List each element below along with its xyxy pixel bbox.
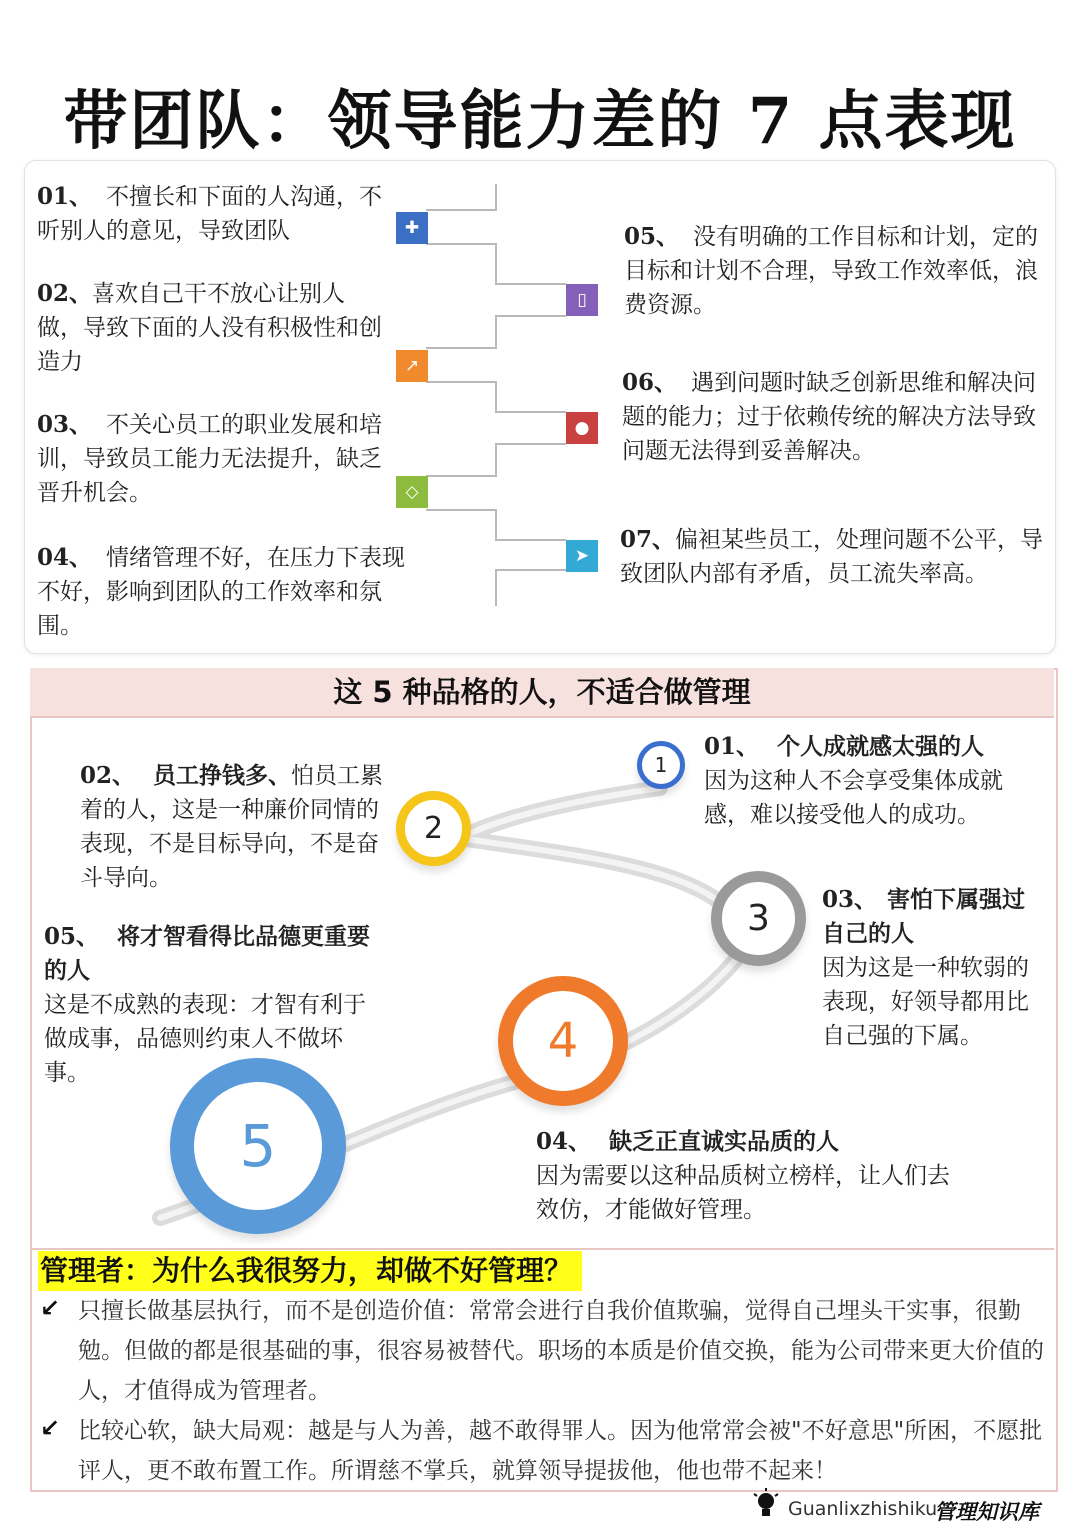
section3-title: 管理者：为什么我很努力，却做不好管理？ <box>38 1251 582 1291</box>
trait-02: 02、 员工挣钱多、怕员工累着的人，这是一种廉价同情的表现，不是目标导向，不是奋斗导向。 <box>80 762 384 891</box>
point-02: 02、喜欢自己干不放心让别人做，导致下面的人没有积极性和创造力 <box>37 280 382 375</box>
trait-01: 01、 个人成就感太强的人 因为这种人不会享受集体成就感，难以接受他人的成功。 <box>704 733 1003 828</box>
trait-04: 04、 缺乏正直诚实品质的人 因为需要以这种品质树立榜样，让人们去效仿，才能做好管理。 <box>536 1128 950 1223</box>
point-03: 03、 不关心员工的职业发展和培训，导致员工能力无法提升，缺乏晋升机会。 <box>37 411 383 506</box>
trait-03: 03、 害怕下属强过自己的人 因为这是一种软弱的表现，好领导都用比自己强的下属。 <box>822 886 1029 1049</box>
user-icon: ● <box>566 412 598 444</box>
section-divider <box>30 1248 1054 1250</box>
footer-brand-cn: 管理知识库 <box>934 1499 1039 1524</box>
point-07: 07、偏袒某些员工，处理问题不公平，导致团队内部有矛盾，员工流失率高。 <box>620 526 1044 587</box>
point-01: 01、 不擅长和下面的人沟通，不听别人的意见，导致团队 <box>37 183 383 244</box>
lightbulb-icon <box>752 1488 780 1524</box>
trait-circle-4: 4 <box>498 976 628 1106</box>
book-icon: ▯ <box>566 284 598 316</box>
trait-circle-3: 3 <box>711 871 806 966</box>
bullet-2: 比较心软，缺大局观：越是与人为善，越不敢得罪人。因为他常常会被"不好意思"所困，不愿批评人，更不敢布置工作。所谓慈不掌兵，就算领导提拔他，他也带不起来！ <box>78 1418 1043 1484</box>
puzzle-icon: ✚ <box>396 212 428 244</box>
point-04: 04、 情绪管理不好，在压力下表现不好，影响到团队的工作效率和氛围。 <box>37 544 406 639</box>
send-icon: ➤ <box>566 540 598 572</box>
bullet-1: 只擅长做基层执行，而不是创造价值：常常会进行自我价值欺骗，觉得自己埋头干实事，很勤勉。但做的都是很基础的事，很容易被替代。职场的本质是价值交换，能为公司带来更大价值的人，才值得成为管理者。 <box>78 1298 1044 1404</box>
arrow-down-left-icon: ↙ <box>40 1414 61 1442</box>
shield-icon: ◇ <box>396 476 428 508</box>
point-06: 06、 遇到问题时缺乏创新思维和解决问题的能力；过于依赖传统的解决方法导致问题无法得到妥善解决。 <box>622 369 1037 464</box>
trait-circle-2: 2 <box>396 791 471 866</box>
page-title: 带团队：领导能力差的 7 点表现 <box>63 84 1017 159</box>
trait-circle-5: 5 <box>170 1058 346 1234</box>
arrow-down-left-icon: ↙ <box>40 1294 61 1322</box>
trait-05: 05、 将才智看得比品德更重要的人 这是不成熟的表现：才智有利于做成事，品德则约束人不做坏事。 <box>44 923 371 1086</box>
five-traits-title: 这 5 种品格的人，不适合做管理 <box>30 668 1054 718</box>
trend-icon: ↗ <box>396 350 428 382</box>
trait-circle-1: 1 <box>637 741 685 789</box>
point-05: 05、 没有明确的工作目标和计划，定的目标和计划不合理，导致工作效率低，浪费资源。 <box>624 223 1039 318</box>
footer-brand-en: Guanlixzhishiku <box>788 1498 938 1520</box>
